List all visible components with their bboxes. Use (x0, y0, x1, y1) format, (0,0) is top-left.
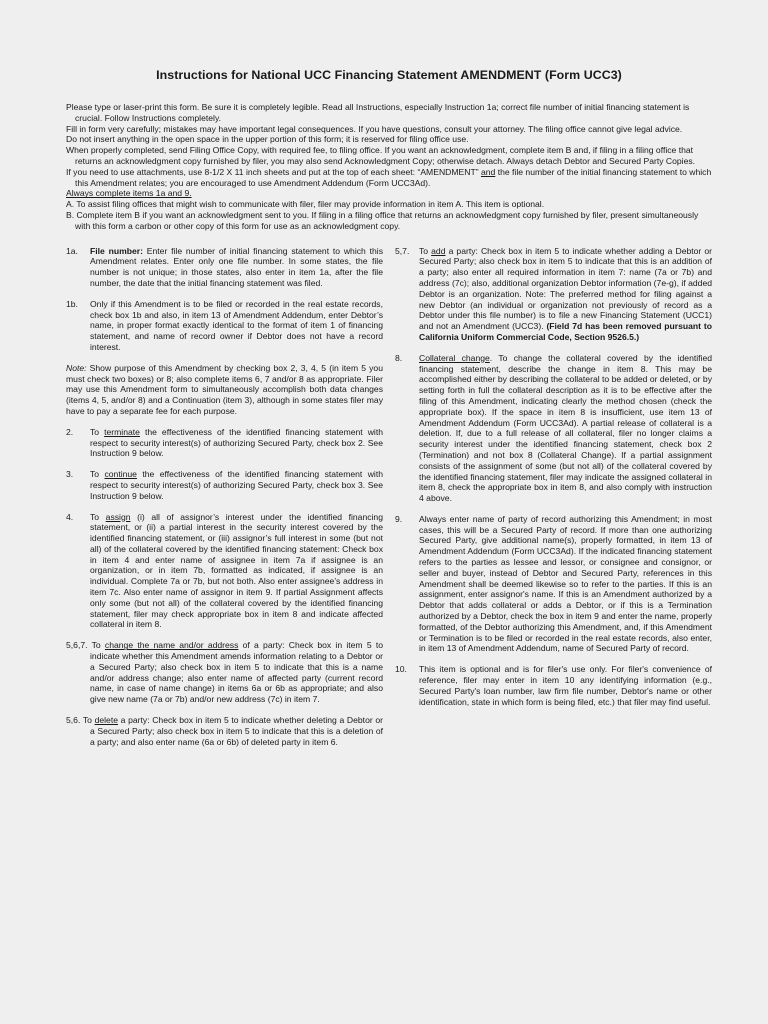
item-keyword: Collateral change (419, 352, 490, 363)
item-body (90, 427, 383, 459)
item-text: a party: Check box in item 5 to indicate whether deleting a Debtor or a Secured Party; also check box in item 5 to indicate that this is a deletion of a party; and also enter name (6a or 6b) of deleted party in item 6. (90, 715, 384, 747)
item-pre: To (419, 245, 432, 256)
item-text: This item is optional and is for filer's use only. For filer's convenience of reference, filer may enter in item 10 any identifying information (e.g., Secured Party's loan number, law firm file number, Debtor's name or other identification, state in which form is being filed, etc.) that filer may find useful. (419, 664, 712, 707)
item-body (90, 469, 383, 501)
note-lead: Note: (66, 362, 87, 373)
item-keyword: change the name and/or address (104, 640, 239, 651)
item-text: Enter file number of initial financing statement to which this Amendment relates. Enter only one file number. In some states, the file number is not unique; in those states, also enter in item 1a, after the file number, the date that the initial financing statement was filed. (90, 245, 383, 288)
item-number: 4. (66, 511, 74, 522)
item-pre: To (90, 511, 106, 522)
item-pre: To (87, 640, 105, 651)
instruction-10 (395, 664, 712, 707)
instruction-2 (66, 427, 383, 459)
item-body (90, 246, 383, 289)
item-body (419, 353, 712, 504)
note-paragraph (66, 363, 383, 417)
item-number: 10. (395, 664, 407, 675)
attachments-and: and (480, 166, 496, 177)
item-number: 5,7. (395, 245, 410, 256)
item-number: 3. (66, 469, 74, 480)
intro-paragraph-open-space: Do not insert anything in the open space in the upper portion of this form; it is reserved for filing office use. (66, 134, 469, 145)
item-number: 1a. (66, 245, 78, 256)
left-column (66, 246, 383, 758)
intro-paragraph-print: Please type or laser-print this form. Be sure it is completely legible. Read all Instructions, especially Instruction 1a; correct file number of initial financing statement is crucial. Follow Instructions completely. (66, 102, 690, 123)
attachments-text-b: the file number of the initial financing statement to which this Amendment relates; you are encouraged to use Amendment Addendum (Form UCC3Ad). (75, 166, 712, 188)
item-keyword: add (431, 245, 446, 256)
intro-paragraph-send: When properly completed, send Filing Office Copy, with required fee, to filing office. If you want an acknowledgment, complete item B and, if filing in a filing office that returns an acknowledgment copy furnished by filer, you may also send Acknowledgment Copy; otherwise detach. Always detach Debtor and Secured Party Copies. (66, 145, 696, 166)
instruction-3 (66, 469, 383, 501)
always-complete-text: Always complete items 1a and 9. (66, 188, 192, 199)
instruction-5-6-7 (66, 640, 383, 705)
item-pre: To (90, 469, 105, 480)
intro-section (66, 102, 712, 232)
item-lead: File number: (90, 245, 143, 256)
instruction-1b (66, 299, 383, 353)
item-body (90, 512, 383, 631)
item-keyword: continue (104, 469, 137, 480)
intro-paragraph-item-b: B. Complete item B if you want an acknowledgment sent to you. If filing in a filing office that returns an acknowledgment copy furnished by filer, present simultaneously with this form a carbon or other copy of this form for use as an acknowledgment copy. (66, 209, 699, 231)
item-keyword: terminate (104, 426, 140, 437)
attachments-text-a: If you need to use attachments, use 8-1/2 X 11 inch sheets and put at the top of each sheet: “AMENDMENT” (66, 166, 479, 177)
item-text: Only if this Amendment is to be filed or recorded in the real estate records, check box 1b and also, in item 13 of Amendment Addendum, enter Debtor’s name, in proper format exactly identical to the format of item 1 of financing statement, and name of record owner if Debtor does not have a record interest. (90, 298, 383, 352)
item-text: Always enter name of party of record authorizing this Amendment; in most cases, this will be a Secured Party of record. If more than one authorizing Secured Party, give additional name(s), properly formatted, in item 13 of Amendment Addendum (Form UCC3Ad). If the indicated financing statement refers to the parties as lessee and lessor, or consignee and consignor, or seller and buyer, instead of Debtor and Secured Party, references in this Amendment shall be deemed likewise so to refer to the parties. If this is an assignment, enter assignor's name. If this is an Amendment authorized by a Debtor that adds collateral or adds a Debtor, or if this is a Termination authorized by a Debtor, check the box in item 9 and enter the name, properly formatted, of the Debtor authorizing this Amendment, and, if this Amendment or Termination is to be filed or recorded in the real estate records, also enter, in item 13 of Amendment Addendum, name of Secured Party of record. (419, 513, 712, 654)
instruction-columns (66, 246, 712, 758)
item-text: a party: Check box in item 5 to indicate whether adding a Debtor or Secured Party; also check box in item 5 to indicate that this is an addition of a party; also enter all required information in item 7: name (7a or 7b) and address (7c); also, additional organization Debtor information (7e-g), if added Debtor is an organization. Note: The preferred method for filing against a new Debtor (an individual or organization not previously of record as a Debtor under this file number) is to file a new Financing Statement (UCC1) and not an Amendment (UCC3). (419, 245, 713, 332)
right-column (395, 246, 712, 758)
item-keyword: assign (105, 511, 131, 522)
intro-paragraph-always (66, 188, 712, 199)
note-text: Show purpose of this Amendment by checking box 2, 3, 4, 5 (in item 5 you must check two boxes) or 8; also complete items 6, 7 and/or 8 as appropriate. Filer may use this Amendment form to simultaneously accomplish both data changes (items 4, 5, and/or 8) and a Continuation (item 3), although in some states filer may have to pay a separate fee for each purpose. (66, 362, 383, 416)
intro-paragraph-item-a: A. To assist filing offices that might wish to communicate with filer, filer may provide information in item A. This item is optional. (66, 199, 545, 210)
item-number: 1b. (66, 298, 78, 309)
page-title: Instructions for National UCC Financing Statement AMENDMENT (Form UCC3) (156, 68, 622, 82)
item-text: the effectiveness of the identified financing statement with respect to security interest(s) of authorizing Secured Party, check box 2. See Instruction 9 below. (90, 426, 384, 459)
item-pre: To (90, 426, 105, 437)
item-text: (i) all of assignor’s interest under the identified financing statement, or (ii) a partial interest in the security interest covered by the identified financing statement, or (iii) assignor’s full interest in some (but not all) of the collateral covered by the identified financing statement: Check box in item 4 and enter name of assignee in item 7a if assignee is an organization, or in item 7b, formatted as indicated, if assignee is an individual. Complete 7a or 7b, but not both. Also enter assignee’s address in item 7c. Also enter name of assignor in item 9. If partial Assignment affects only some (but not all) of the collateral covered by the identified financing statement, filer may check appropriate box in item 8 and indicate affected collateral in item 8. (90, 511, 383, 630)
item-number: 5,6,7. (66, 640, 88, 651)
item-text: the effectiveness of the identified financing statement with respect to security interest(s) of authorizing Secured Party, check box 3. See Instruction 9 below. (90, 469, 383, 501)
instruction-4 (66, 512, 383, 631)
item-number: 2. (66, 426, 74, 437)
item-text: of a party: Check box in item 5 to indicate whether this Amendment amends information relating to a Debtor or a Secured Party; also check box in item 5 to indicate that this is a name and/or address change; also enter name of affected party (current record name, in case of name change) in items 6a or 6b as appropriate; and also give new name (7a or 7b) and/or new address (7c) in item 7. (90, 640, 383, 705)
item-keyword: delete (94, 715, 118, 726)
item-number: 9. (395, 513, 403, 524)
instruction-1a (66, 246, 383, 289)
instruction-5-7 (395, 246, 712, 343)
intro-paragraph-attachments (66, 167, 712, 189)
item-pre: To (80, 715, 95, 726)
item-number: 8. (395, 352, 403, 363)
instruction-9 (395, 514, 712, 654)
item-number: 5,6. (66, 715, 81, 726)
item-body (419, 246, 712, 343)
instruction-8 (395, 353, 712, 504)
instruction-5-6 (66, 715, 383, 747)
intro-paragraph-care: Fill in form very carefully; mistakes may have important legal consequences. If you have questions, consult your attorney. The filing office cannot give legal advice. (66, 123, 683, 134)
item-text: . To change the collateral covered by the identified financing statement, describe the change in item 8. This may be accomplished either by describing the collateral to be added or deleted, or by setting forth in full the collateral description as it is to be effective after the filing of this Amendment, indicating clearly the method chosen (check the appropriate box). If the space in item 8 is insufficient, use item 13 of Amendment Addendum (Form UCC3Ad). A partial release of collateral is a deletion. If, due to a full release of all collateral, filer no longer claims a security interest under the identified financing statement, check box 2 (Termination) and not box 8 (Collateral Change). If a partial assignment consists of the assignment of some (but not all) of the collateral covered by the identified financing statement, filer may indicate the assigned collateral in item 8, check the appropriate box in item 8, and also comply with instruction 4 above. (419, 352, 712, 504)
item-bold-note: (Field 7d has been removed pursuant to California Uniform Commercial Code, Section 9526.5.) (419, 321, 712, 342)
